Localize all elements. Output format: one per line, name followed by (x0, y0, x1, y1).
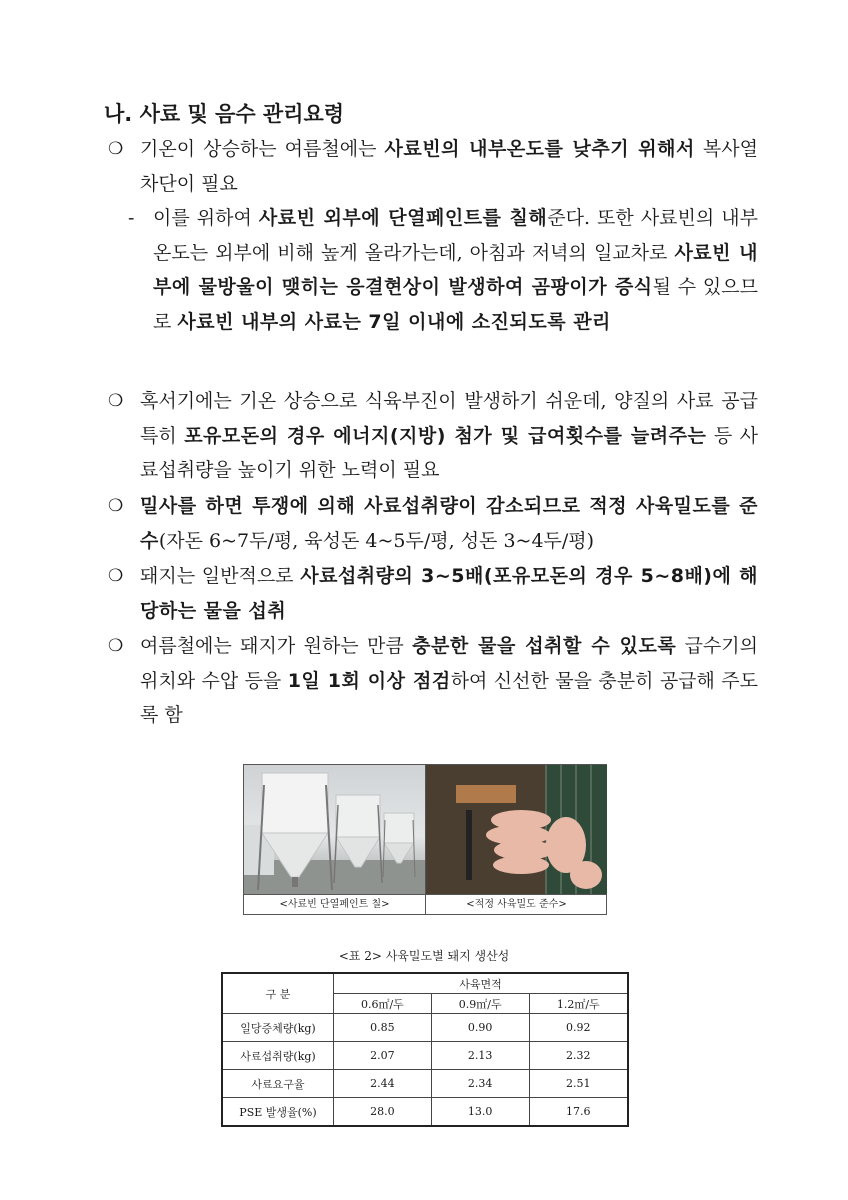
table-cell: 13.0 (431, 1098, 529, 1127)
table-cell: 0.90 (431, 1014, 529, 1042)
piglets-photo (426, 765, 607, 894)
table-row (222, 1070, 628, 1098)
table-group-header: 사육면적 (334, 973, 629, 994)
paragraph-text: 기온이 상승하는 여름철에는 사료빈의 내부온도를 낮추기 위해서 복사열 차단이 필요 (140, 138, 758, 195)
table-cell: 2.44 (334, 1070, 432, 1098)
photo-panel (243, 764, 607, 915)
circle-bullet-icon: ❍ (108, 636, 124, 656)
table-column-header: 0.6㎡/두 (334, 994, 432, 1014)
table-header-row (222, 973, 628, 994)
table-cell: 28.0 (334, 1098, 432, 1127)
paragraph-text: 돼지는 일반적으로 사료섭취량의 3~5배(포유모돈의 경우 5~8배)에 해당하는 물을 섭취 (140, 565, 758, 622)
table-row (222, 1042, 628, 1070)
table-column-header: 0.9㎡/두 (431, 994, 529, 1014)
photo-caption-pigs: <적정 사육밀도 준수> (426, 894, 607, 914)
paragraph-text: 이를 위하여 사료빈 외부에 단열페인트를 칠해준다. 또한 사료빈의 내부온도는 외부에 비해 높게 올라가는데, 아침과 저녁의 일교차로 사료빈 내부에 물방울이 맺히는 응결현상이 발생하여 곰팡이가 증식될 수 있으므로 사료빈 내부의 사료는 7일 이내에 소진되도록 관리 (153, 207, 758, 333)
table-cell: 2.51 (529, 1070, 628, 1098)
table-row-label: 사료요구율 (222, 1070, 334, 1098)
feed-silo-illustration (244, 765, 425, 894)
bullet-heat-feeding (108, 384, 758, 488)
subbullet-insulation-paint (128, 201, 758, 339)
bullet-water-intake (108, 559, 758, 628)
table-cell: 2.13 (431, 1042, 529, 1070)
paragraph-text: 밀사를 하면 투쟁에 의해 사료섭취량이 감소되므로 적정 사육밀도를 준수(자돈 6~7두/평, 육성돈 4~5두/평, 성돈 3~4두/평) (140, 495, 758, 552)
photo-cell-silo (244, 765, 425, 914)
piglets-illustration (426, 765, 607, 894)
bullet-stocking-density (108, 489, 758, 558)
circle-bullet-icon: ❍ (108, 139, 124, 159)
paragraph-text: 여름철에는 돼지가 원하는 만큼 충분한 물을 섭취할 수 있도록 급수기의 위치와 수압 등을 1일 1회 이상 점검하여 신선한 물을 충분히 공급해 주도록 함 (140, 635, 758, 726)
feed-silo-photo (244, 765, 425, 894)
photo-cell-pigs (425, 765, 607, 914)
table-cell: 2.32 (529, 1042, 628, 1070)
table-row (222, 1098, 628, 1127)
paragraph-text: 혹서기에는 기온 상승으로 식육부진이 발생하기 쉬운데, 양질의 사료 공급 특히 포유모돈의 경우 에너지(지방) 첨가 및 급여횟수를 늘려주는 등 사료섭취량을 높이기 위한 노력이 필요 (140, 390, 758, 481)
circle-bullet-icon: ❍ (108, 566, 124, 586)
table-cell: 0.92 (529, 1014, 628, 1042)
table-cell: 0.85 (334, 1014, 432, 1042)
bullet-water-supply-check (108, 629, 758, 733)
table-cell: 17.6 (529, 1098, 628, 1127)
table-column-header: 1.2㎡/두 (529, 994, 628, 1014)
section-heading: 나. 사료 및 음수 관리요령 (104, 102, 345, 126)
dash-bullet-icon: - (128, 207, 135, 229)
table-cell: 2.34 (431, 1070, 529, 1098)
bullet-feed-bin-temperature (108, 132, 758, 201)
table-row (222, 1014, 628, 1042)
productivity-table (221, 972, 629, 1127)
circle-bullet-icon: ❍ (108, 391, 124, 411)
table-row-label: 일당증체량(kg) (222, 1014, 334, 1042)
photo-caption-silo: <사료빈 단열페인트 칠> (244, 894, 425, 914)
table-cell: 2.07 (334, 1042, 432, 1070)
table-row-label: 사료섭취량(kg) (222, 1042, 334, 1070)
table-caption: <표 2> 사육밀도별 돼지 생산성 (338, 949, 510, 963)
circle-bullet-icon: ❍ (108, 496, 124, 516)
table-corner-header: 구 분 (222, 973, 334, 1014)
table-row-label: PSE 발생율(%) (222, 1098, 334, 1127)
